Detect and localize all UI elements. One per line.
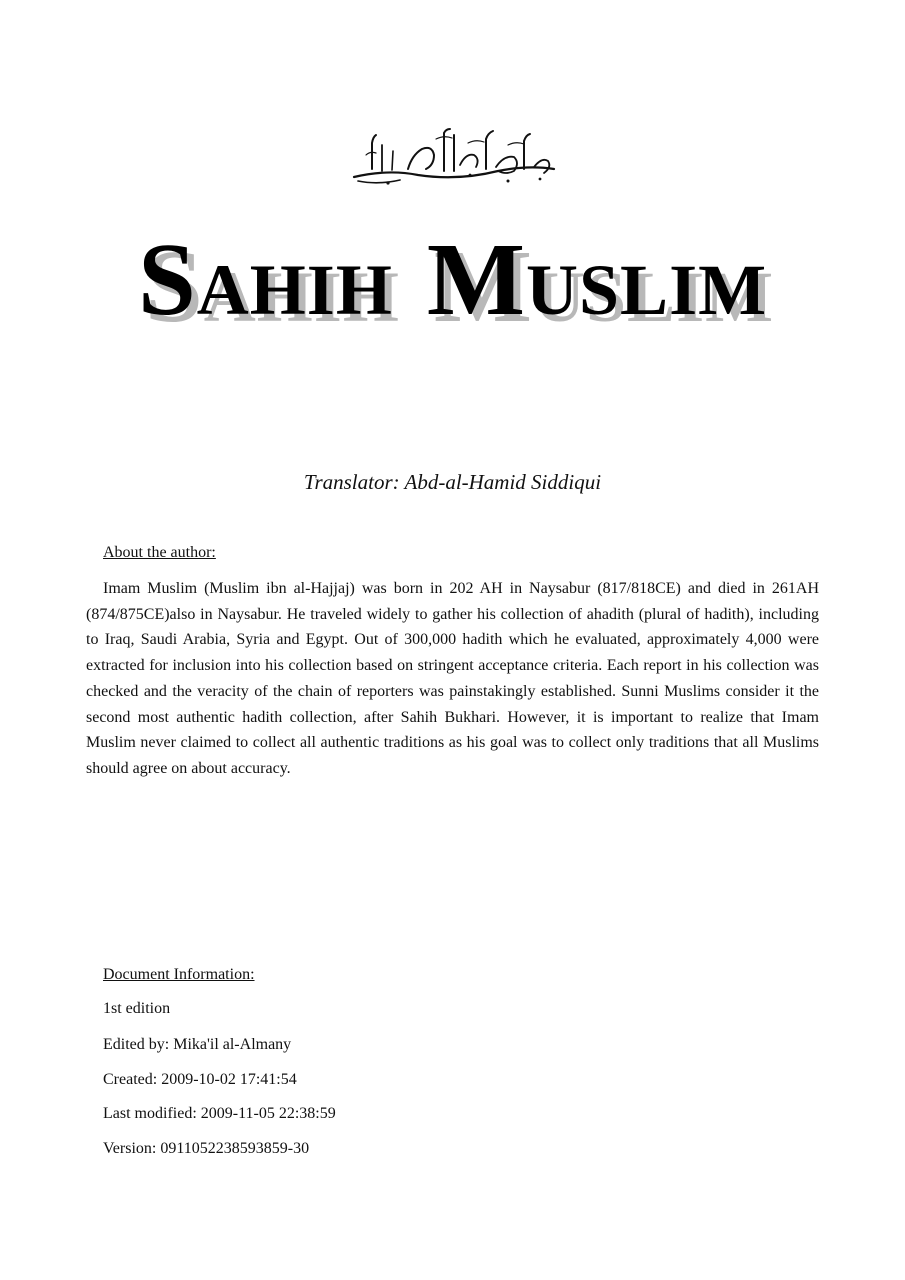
translator-line: Translator: Abd-al-Hamid Siddiqui xyxy=(303,470,602,494)
document-info-heading: Document Information: xyxy=(103,966,255,983)
last-modified-line: Last modified: 2009-11-05 22:38:59 xyxy=(103,1105,336,1122)
title-rest-ahih: AHIH xyxy=(196,250,393,330)
about-author-heading: About the author: xyxy=(103,544,216,561)
title-rest-uslim: USLIM xyxy=(526,250,768,330)
basmala-calligraphy-logo xyxy=(348,125,560,187)
version-line: Version: 0911052238593859-30 xyxy=(103,1140,310,1157)
edition-line: 1st edition xyxy=(103,1000,171,1017)
created-line: Created: 2009-10-02 17:41:54 xyxy=(103,1071,297,1088)
title-initial-s: S xyxy=(137,222,197,337)
edited-by-line: Edited by: Mika'il al-Almany xyxy=(103,1036,292,1053)
about-author-body: Imam Muslim (Muslim ibn al-Hajjaj) was born in 202 AH in Naysabur (817/818CE) and died in 261AH (874/875CE)also in Naysabur. He traveled widely to gather his collection of ahadith (plural of hadith), including to Iraq, Saudi Arabia, Syria and Egypt. Out of 300,000 hadith which he evaluated, approximately 4,000 were extracted for inclusion into his collection based on stringent acceptance criteria. Each report in his collection was checked and the veracity of the chain of reporters was painstakingly established. Sunni Muslims consider it the second most authentic hadith collection, after Sahih Bukhari. However, it is important to realize that Imam Muslim never claimed to collect all authentic traditions as his goal was to collect only traditions that all Muslims should agree on about accuracy. xyxy=(86,580,819,777)
page-title xyxy=(0,222,905,337)
title-initial-m: M xyxy=(426,222,526,337)
